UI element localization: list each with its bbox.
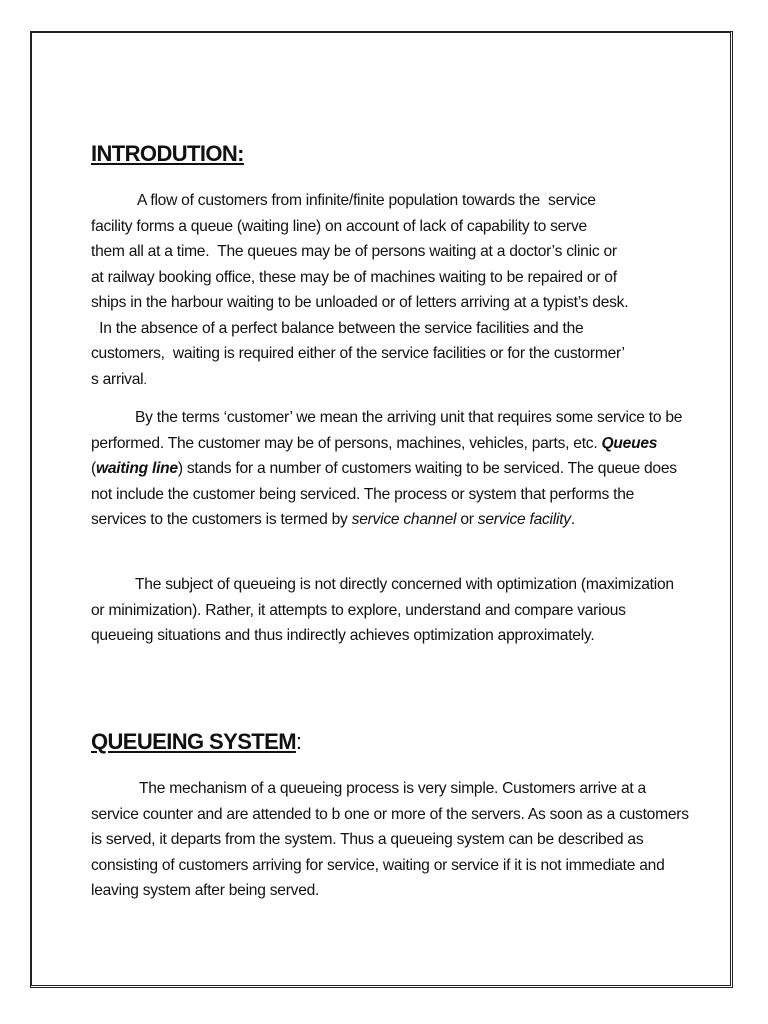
section-introduction	[91, 141, 691, 167]
intro-p1-line: In the absence of a perfect balance between the service facilities and the	[91, 319, 584, 337]
queueing-system-heading-colon: :	[295, 729, 303, 754]
intro-paragraph-3	[91, 572, 691, 649]
intro-p1-end-period: .	[143, 371, 147, 387]
intro-p2-text-2: (	[91, 460, 96, 477]
section-queueing-system	[91, 729, 691, 755]
intro-p1-line: at railway booking office, these may be of machines waiting to be repaired or of	[91, 268, 617, 286]
waiting-line-term: waiting line	[95, 460, 178, 477]
intro-p1-line: facility forms a queue (waiting line) on account of lack of capability to serve	[91, 217, 587, 235]
queueing-paragraph-1	[91, 776, 691, 904]
introduction-heading: INTRODUTION:	[91, 141, 244, 166]
queues-term: Queues	[601, 434, 658, 452]
intro-p1-line: s arrival	[91, 370, 144, 388]
intro-p2-text-5: .	[570, 511, 575, 528]
intro-p2-text-4: or	[456, 511, 478, 528]
intro-p3-text: The subject of queueing is not directly concerned with optimization (maximization or minimization). Rather, it attempts to explore, understand and compare various queueing situations and thus indirectly achieves optimization approximately.	[91, 576, 674, 644]
intro-p1-line: A flow of customers from infinite/finite population towards the service	[137, 192, 596, 209]
queueing-p1-text: The mechanism of a queueing process is very simple. Customers arrive at a service counter and are attended to b one or more of the servers. As soon as a customers is served, it departs from the system. Thus a queueing system can be described as consisting of customers arriving for service, waiting or service if it is not immediate and leaving system after being served.	[91, 780, 689, 899]
intro-p1-line: customers, waiting is required either of the service facilities or for the custormer’	[91, 345, 625, 362]
intro-p2-text-3: ) stands for a number of customers waiting to be serviced. The queue does not include the customer being serviced. The process or system that performs the services to the customers is termed by	[91, 460, 677, 528]
intro-paragraph-1	[91, 188, 701, 392]
service-facility-term: service facility	[477, 511, 571, 528]
intro-p2-text-1: By the terms ‘customer’ we mean the arriving unit that requires some service to be performed. The customer may be of persons, machines, vehicles, parts, etc.	[91, 409, 683, 452]
intro-p1-line: them all at a time. The queues may be of persons waiting at a doctor’s clinic or	[91, 243, 617, 260]
intro-p1-line: ships in the harbour waiting to be unloaded or of letters arriving at a typist’s desk.	[91, 294, 629, 311]
queueing-system-heading: QUEUEING SYSTEM	[91, 729, 296, 754]
intro-paragraph-2	[91, 405, 691, 533]
service-channel-term: service channel	[351, 511, 457, 528]
